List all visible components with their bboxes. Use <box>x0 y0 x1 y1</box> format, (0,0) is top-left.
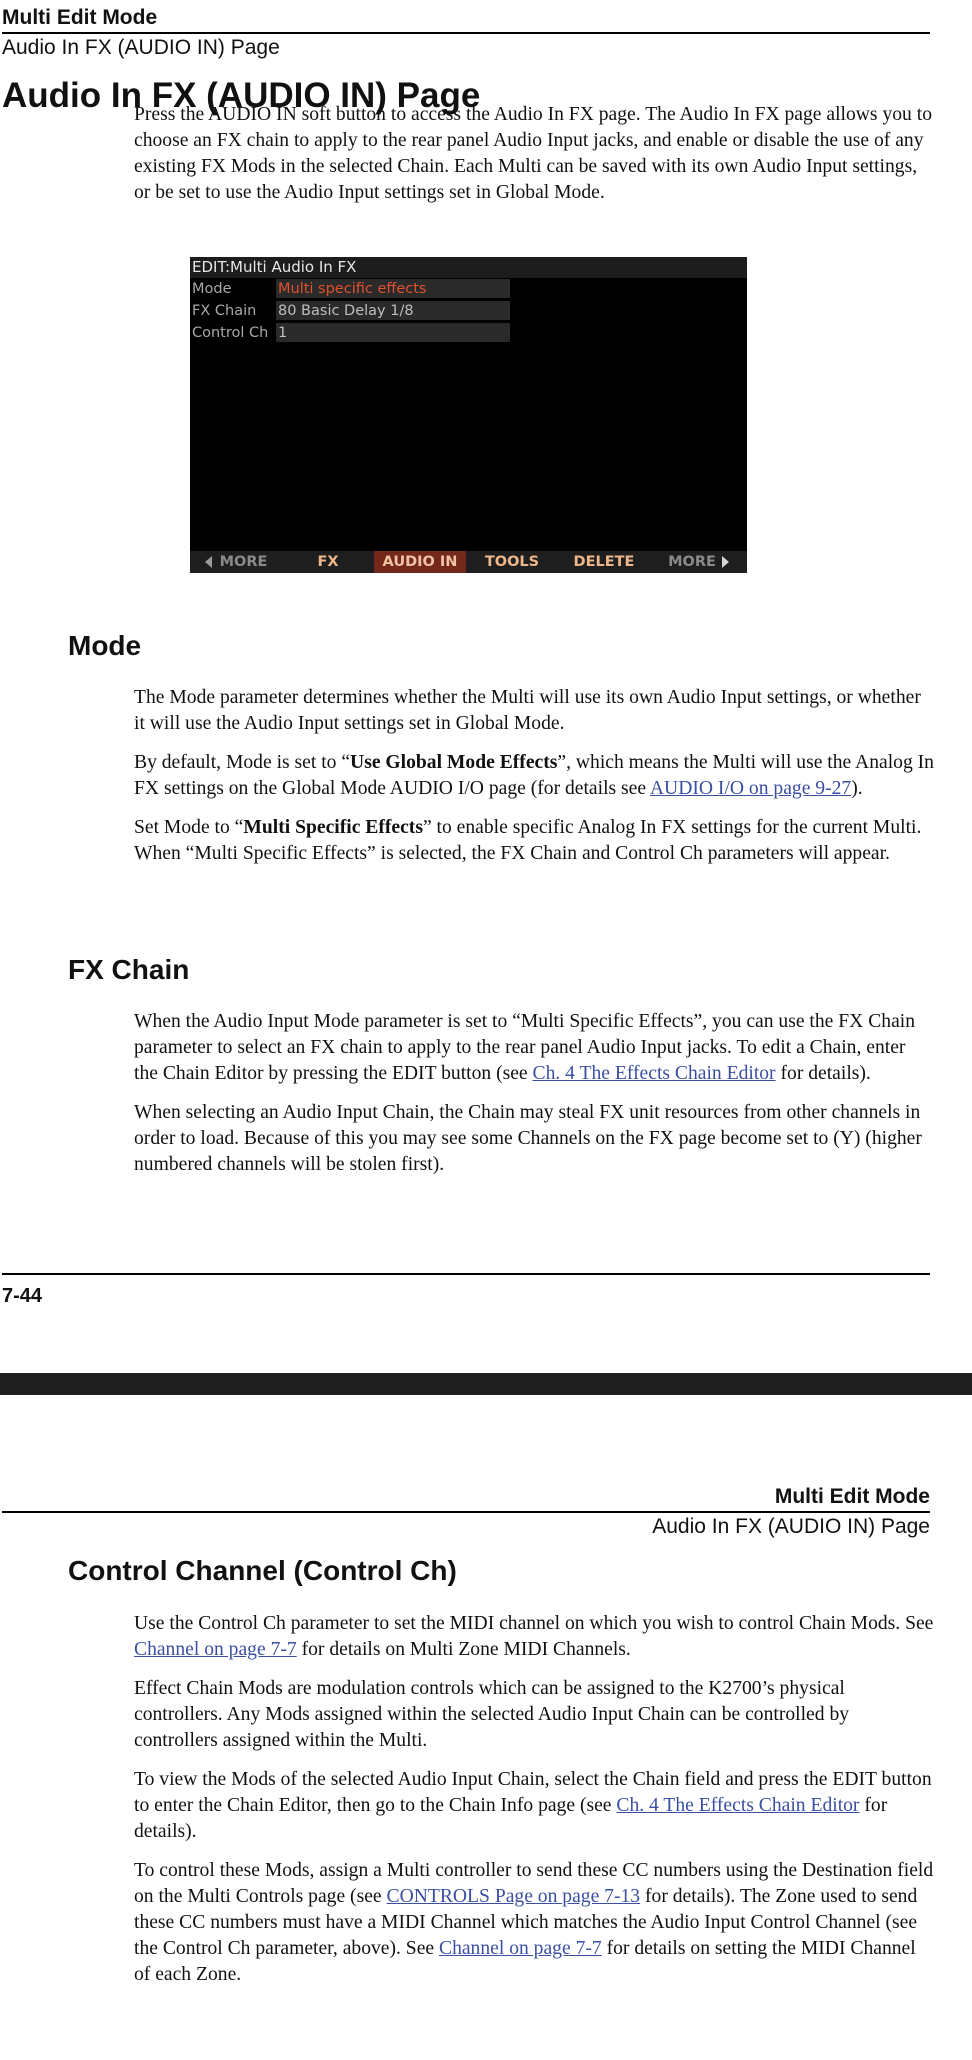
page-number: 7-44 <box>2 1285 43 1307</box>
running-header-chapter: Multi Edit Mode <box>774 1485 930 1508</box>
soft-button-bar <box>190 551 747 573</box>
running-header-section: Audio In FX (AUDIO IN) Page <box>652 1515 930 1538</box>
link-effects-chain-editor[interactable]: Ch. 4 The Effects Chain Editor <box>616 1795 860 1816</box>
soft-button-fx: FX <box>317 554 339 570</box>
fx-chain-paragraph-1: When the Audio Input Mode parameter is set to “Multi Specific Effects”, you can use the FX Chain parameter to select an FX chain to apply to the rear panel Audio Input jacks. To edit a Chain, enter the Chain Editor by pressing the EDIT button (see Ch. 4 The Effects Chain Editor for details). <box>134 1011 916 1084</box>
lcd-label: Mode <box>192 281 232 297</box>
lcd-screen <box>190 257 747 573</box>
link-audio-io[interactable]: AUDIO I/O on page 9-27 <box>649 778 852 799</box>
lcd-value: 1 <box>276 323 510 342</box>
link-effects-chain-editor[interactable]: Ch. 4 The Effects Chain Editor <box>532 1063 776 1084</box>
control-paragraph-2: Effect Chain Mods are modulation controls which can be assigned to the K2700’s physical controllers. Any Mods assigned within the selected Audio Input Chain can be controlled by controllers assigned within the Multi. <box>134 1678 850 1751</box>
footer-rule <box>2 1273 930 1275</box>
control-paragraph-1: Use the Control Ch parameter to set the MIDI channel on which you wish to control Chain Mods. See Channel on page 7-7 for details on Multi Zone MIDI Channels. <box>134 1613 934 1660</box>
soft-button-audio-in: AUDIO IN <box>374 551 466 573</box>
mode-paragraph-3: Set Mode to “Multi Specific Effects” to enable specific Analog In FX settings for the current Multi. When “Multi Specific Effects” is selected, the FX Chain and Control Ch parameters will appear. <box>134 817 922 864</box>
section-heading-control-channel: Control Channel (Control Ch) <box>68 1555 457 1586</box>
link-channel[interactable]: Channel on page 7-7 <box>134 1639 297 1660</box>
mode-paragraph-1: The Mode parameter determines whether the Multi will use its own Audio Input settings, or whether it will use the Audio Input settings set in Global Mode. <box>134 687 921 734</box>
control-paragraph-3: To view the Mods of the selected Audio Input Chain, select the Chain field and press the EDIT button to enter the Chain Editor, then go to the Chain Info page (see Ch. 4 The Effects Chain Editor for details). <box>134 1769 932 1842</box>
running-header-section: Audio In FX (AUDIO IN) Page <box>2 36 280 59</box>
fx-chain-block <box>134 1009 934 1191</box>
control-channel-block <box>134 1611 934 2001</box>
arrow-left-icon <box>205 556 212 568</box>
intro-block <box>134 102 934 219</box>
soft-button-more-right: MORE <box>650 551 747 573</box>
lcd-label: Control Ch <box>192 325 269 341</box>
mode-paragraph-2: By default, Mode is set to “Use Global Mode Effects”, which means the Multi will use the Analog In FX settings on the Global Mode AUDIO I/O page (for details see AUDIO I/O on page 9-27). <box>134 752 934 799</box>
page-divider <box>0 1373 972 1395</box>
mode-block <box>134 685 934 880</box>
soft-button-tools: TOOLS <box>484 554 540 570</box>
fx-chain-paragraph-2: When selecting an Audio Input Chain, the Chain may steal FX unit resources from other channels in order to load. Because of this you may see some Channels on the FX page become set to (Y) (higher numbered channels will be stolen first). <box>134 1102 922 1175</box>
soft-button-delete: DELETE <box>573 554 635 570</box>
link-controls-page[interactable]: CONTROLS Page on page 7-13 <box>386 1886 641 1907</box>
arrow-right-icon <box>722 556 729 568</box>
bold-term: Multi Specific Effects <box>243 817 423 838</box>
header-rule <box>2 1511 930 1513</box>
running-header-chapter: Multi Edit Mode <box>2 6 158 29</box>
intro-paragraph: Press the AUDIO IN soft button to access the Audio In FX page. The Audio In FX page allows you to choose an FX chain to apply to the rear panel Audio Input jacks, and enable or disable the use of any existing FX Mods in the selected Chain. Each Multi can be saved with its own Audio Input settings, or be set to use the Audio Input settings set in Global Mode. <box>134 104 932 203</box>
page-title: Audio In FX (AUDIO IN) Page <box>2 76 481 115</box>
soft-button-more-left: MORE <box>190 551 282 573</box>
section-heading-fx-chain: FX Chain <box>68 954 190 985</box>
section-heading-mode: Mode <box>68 630 142 661</box>
lcd-value-selected: Multi specific effects <box>276 279 510 298</box>
control-paragraph-4: To control these Mods, assign a Multi controller to send these CC numbers using the Destination field on the Multi Controls page (see CONTROLS Page on page 7-13 for details). The Zone used to send these CC numbers must have a MIDI Channel which matches the Audio Input Control Channel (see the Control Ch parameter, above). See Channel on page 7-7 for details on setting the MIDI Channel of each Zone. <box>134 1860 934 1985</box>
lcd-label: FX Chain <box>192 303 257 319</box>
lcd-value: 80 Basic Delay 1/8 <box>276 301 510 320</box>
link-channel[interactable]: Channel on page 7-7 <box>439 1938 602 1959</box>
header-rule <box>2 32 930 34</box>
lcd-title: EDIT:Multi Audio In FX <box>190 257 747 278</box>
bold-term: Use Global Mode Effects <box>350 752 558 773</box>
